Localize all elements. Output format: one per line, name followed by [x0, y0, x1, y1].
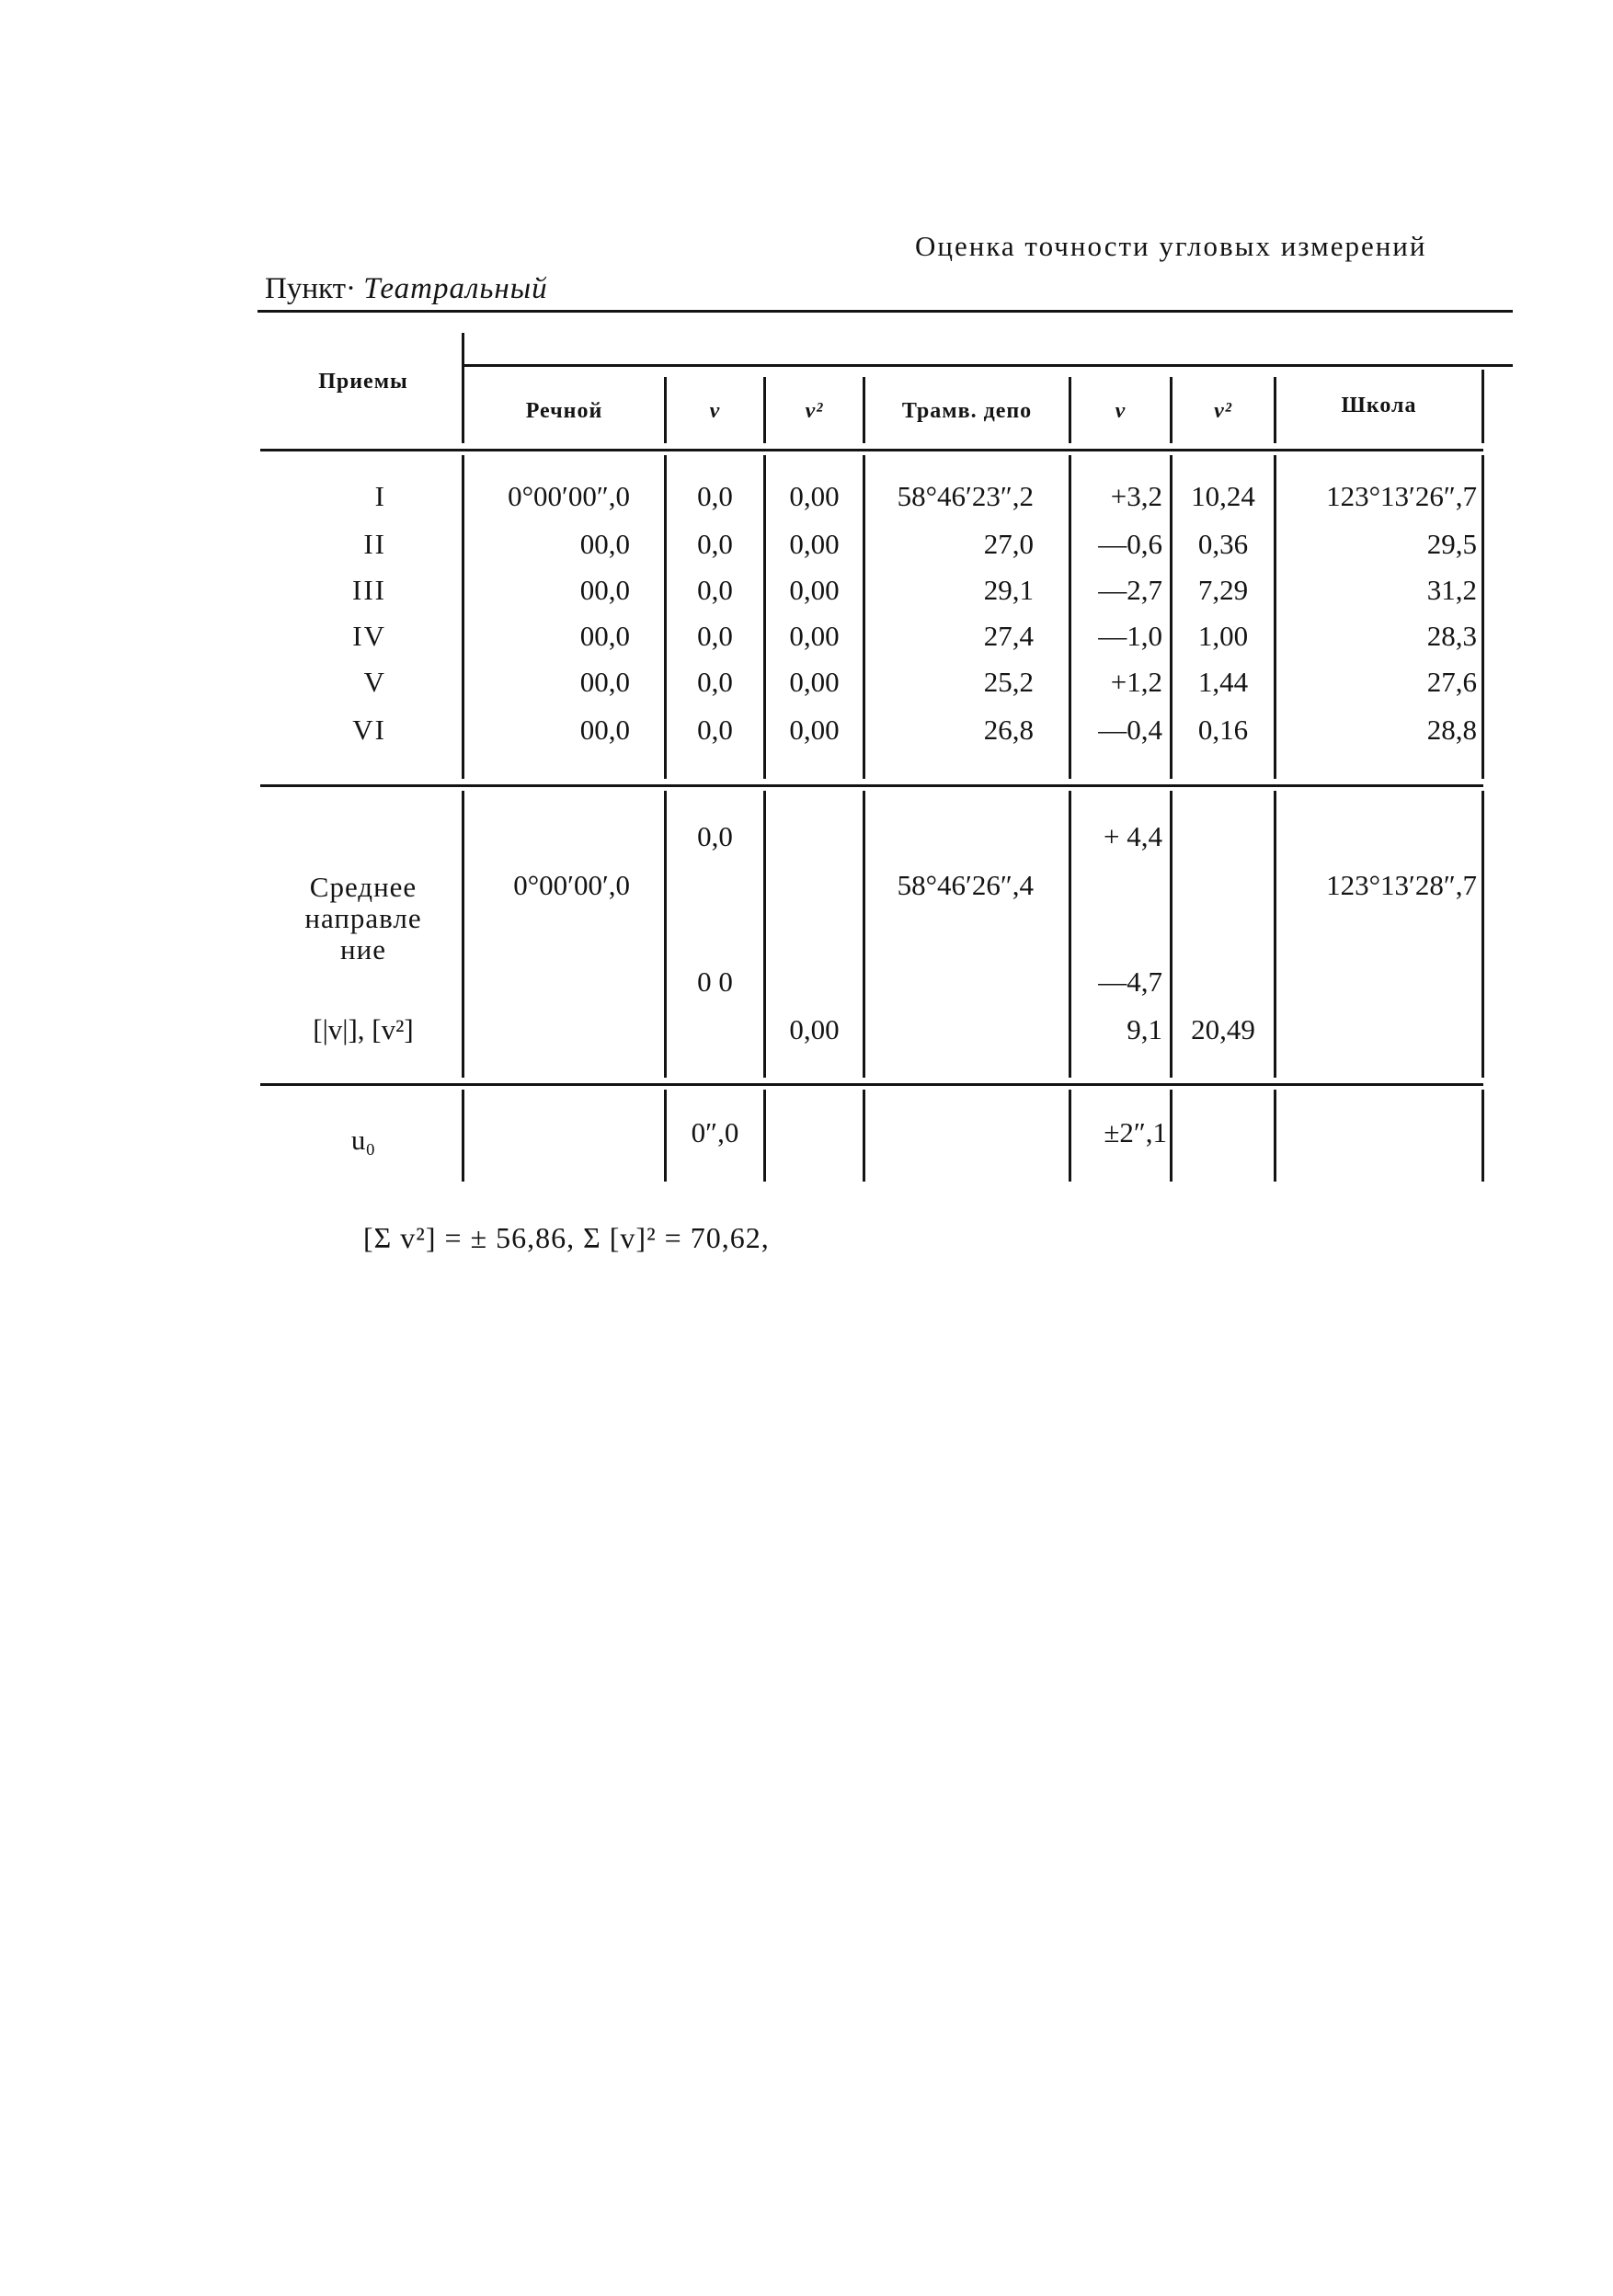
header-bottom-rule	[260, 449, 1483, 451]
col-rule	[1481, 791, 1484, 1078]
mean-v2-bottom: —4,7	[1098, 965, 1162, 998]
header-tram-depo: Трамв. депо	[901, 399, 1033, 423]
cell-rechnoy: 00,0	[579, 666, 630, 698]
page-heading: Оценка точности угловых измерений	[915, 230, 1427, 262]
cell-shkola: 27,6	[1426, 666, 1477, 698]
mean-v1-bottom: 0 0	[697, 965, 733, 998]
point-label	[265, 272, 548, 306]
col-rule	[462, 333, 464, 443]
cell-v-2: —0,6	[1098, 528, 1162, 560]
cell-shkola: 29,5	[1426, 528, 1477, 560]
cell-v-2: —1,0	[1098, 620, 1162, 652]
cell-v2-2: 0,16	[1197, 714, 1249, 746]
row-label: I	[374, 480, 386, 512]
cell-v-1: 0,0	[697, 666, 733, 698]
cell-rechnoy: 00,0	[579, 714, 630, 746]
cell-tram-depo: 29,1	[983, 574, 1034, 606]
cell-tram-depo: 26,8	[983, 714, 1034, 746]
cell-v-2: —2,7	[1098, 574, 1162, 606]
header-v2-1: v²	[805, 399, 824, 423]
row-label: VI	[352, 714, 386, 746]
rows-bottom-rule	[260, 784, 1483, 787]
cell-v-1: 0,0	[697, 480, 733, 512]
col-rule	[462, 1090, 464, 1182]
point-prefix: Пункт·	[265, 272, 356, 305]
cell-v2-1: 0,00	[789, 620, 840, 652]
cell-v2-1: 0,00	[789, 666, 840, 698]
sums-v2-2: 20,49	[1191, 1013, 1255, 1045]
mean-rechnoy: 0°00′00′,0	[513, 869, 630, 901]
col-rule	[1170, 1090, 1173, 1182]
col-rule	[1481, 1090, 1484, 1182]
cell-shkola: 31,2	[1426, 574, 1477, 606]
row-label: III	[352, 574, 386, 606]
row-label: V	[363, 666, 386, 698]
cell-tram-depo: 25,2	[983, 666, 1034, 698]
mean-shkola: 123°13′28″,7	[1326, 869, 1477, 901]
sums-bottom-rule	[260, 1083, 1483, 1086]
cell-v2-2: 1,44	[1197, 666, 1249, 698]
mean-v2-top: + 4,4	[1104, 820, 1162, 852]
cell-shkola: 28,8	[1426, 714, 1477, 746]
sums-v-2: 9,1	[1127, 1013, 1162, 1045]
cell-v-1: 0,0	[697, 574, 733, 606]
cell-tram-depo: 27,0	[983, 528, 1034, 560]
col-rule	[763, 1090, 766, 1182]
cell-v2-2: 10,24	[1191, 480, 1255, 512]
cell-v-2: +1,2	[1110, 666, 1162, 698]
header-rechnoy: Речной	[525, 399, 603, 423]
cell-tram-depo: 58°46′23″,2	[897, 480, 1034, 512]
header-priemy: Приемы	[318, 370, 408, 394]
cell-v2-1: 0,00	[789, 528, 840, 560]
cell-v2-1: 0,00	[789, 714, 840, 746]
cell-v-1: 0,0	[697, 620, 733, 652]
cell-v-1: 0,0	[697, 714, 733, 746]
col-rule	[863, 1090, 865, 1182]
error-v-1: 0″,0	[691, 1116, 739, 1148]
col-rule	[1274, 791, 1276, 1078]
error-v-2: ±2″,1	[1104, 1116, 1167, 1148]
cell-tram-depo: 27,4	[983, 620, 1034, 652]
sums-label: [|v|], [v²]	[313, 1013, 414, 1045]
cell-rechnoy: 0°00′00″,0	[508, 480, 630, 512]
point-name: Театральный	[363, 272, 548, 305]
cell-v-2: —0,4	[1098, 714, 1162, 746]
cell-rechnoy: 00,0	[579, 620, 630, 652]
cell-v2-1: 0,00	[789, 574, 840, 606]
col-rule	[1481, 370, 1484, 443]
header-v-2: v	[1115, 399, 1127, 423]
mean-v1-top: 0,0	[697, 820, 733, 852]
cell-v2-2: 1,00	[1197, 620, 1249, 652]
cell-v2-2: 7,29	[1197, 574, 1249, 606]
col-rule	[1481, 455, 1484, 779]
mean-label-line2: направле	[304, 902, 422, 934]
header-top-rule	[464, 364, 1513, 367]
cell-v2-1: 0,00	[789, 480, 840, 512]
cell-shkola: 28,3	[1426, 620, 1477, 652]
cell-v-2: +3,2	[1110, 480, 1162, 512]
cell-shkola: 123°13′26″,7	[1326, 480, 1477, 512]
cell-rechnoy: 00,0	[579, 574, 630, 606]
mean-label-line1: Среднее	[309, 871, 418, 903]
mean-label-line3: ние	[340, 933, 386, 965]
cell-v2-2: 0,36	[1197, 528, 1249, 560]
col-rule	[462, 791, 464, 1078]
row-label: IV	[352, 620, 386, 652]
mean-direction-label	[276, 872, 451, 965]
summary-formula: [Σ v²] = ± 56,86, Σ [v]² = 70,62,	[363, 1221, 770, 1254]
sums-v2-1: 0,00	[789, 1013, 840, 1045]
col-rule	[863, 791, 865, 1078]
header-shkola: Школа	[1341, 394, 1417, 417]
mean-tram-depo: 58°46′26″,4	[897, 869, 1034, 901]
cell-v-1: 0,0	[697, 528, 733, 560]
col-rule	[1274, 1090, 1276, 1182]
header-v-1: v	[709, 399, 721, 423]
header-v2-2: v²	[1214, 399, 1232, 423]
cell-rechnoy: 00,0	[579, 528, 630, 560]
row-label: II	[363, 528, 386, 560]
table-top-rule	[257, 310, 1513, 313]
error-label: u₀	[350, 1124, 376, 1156]
